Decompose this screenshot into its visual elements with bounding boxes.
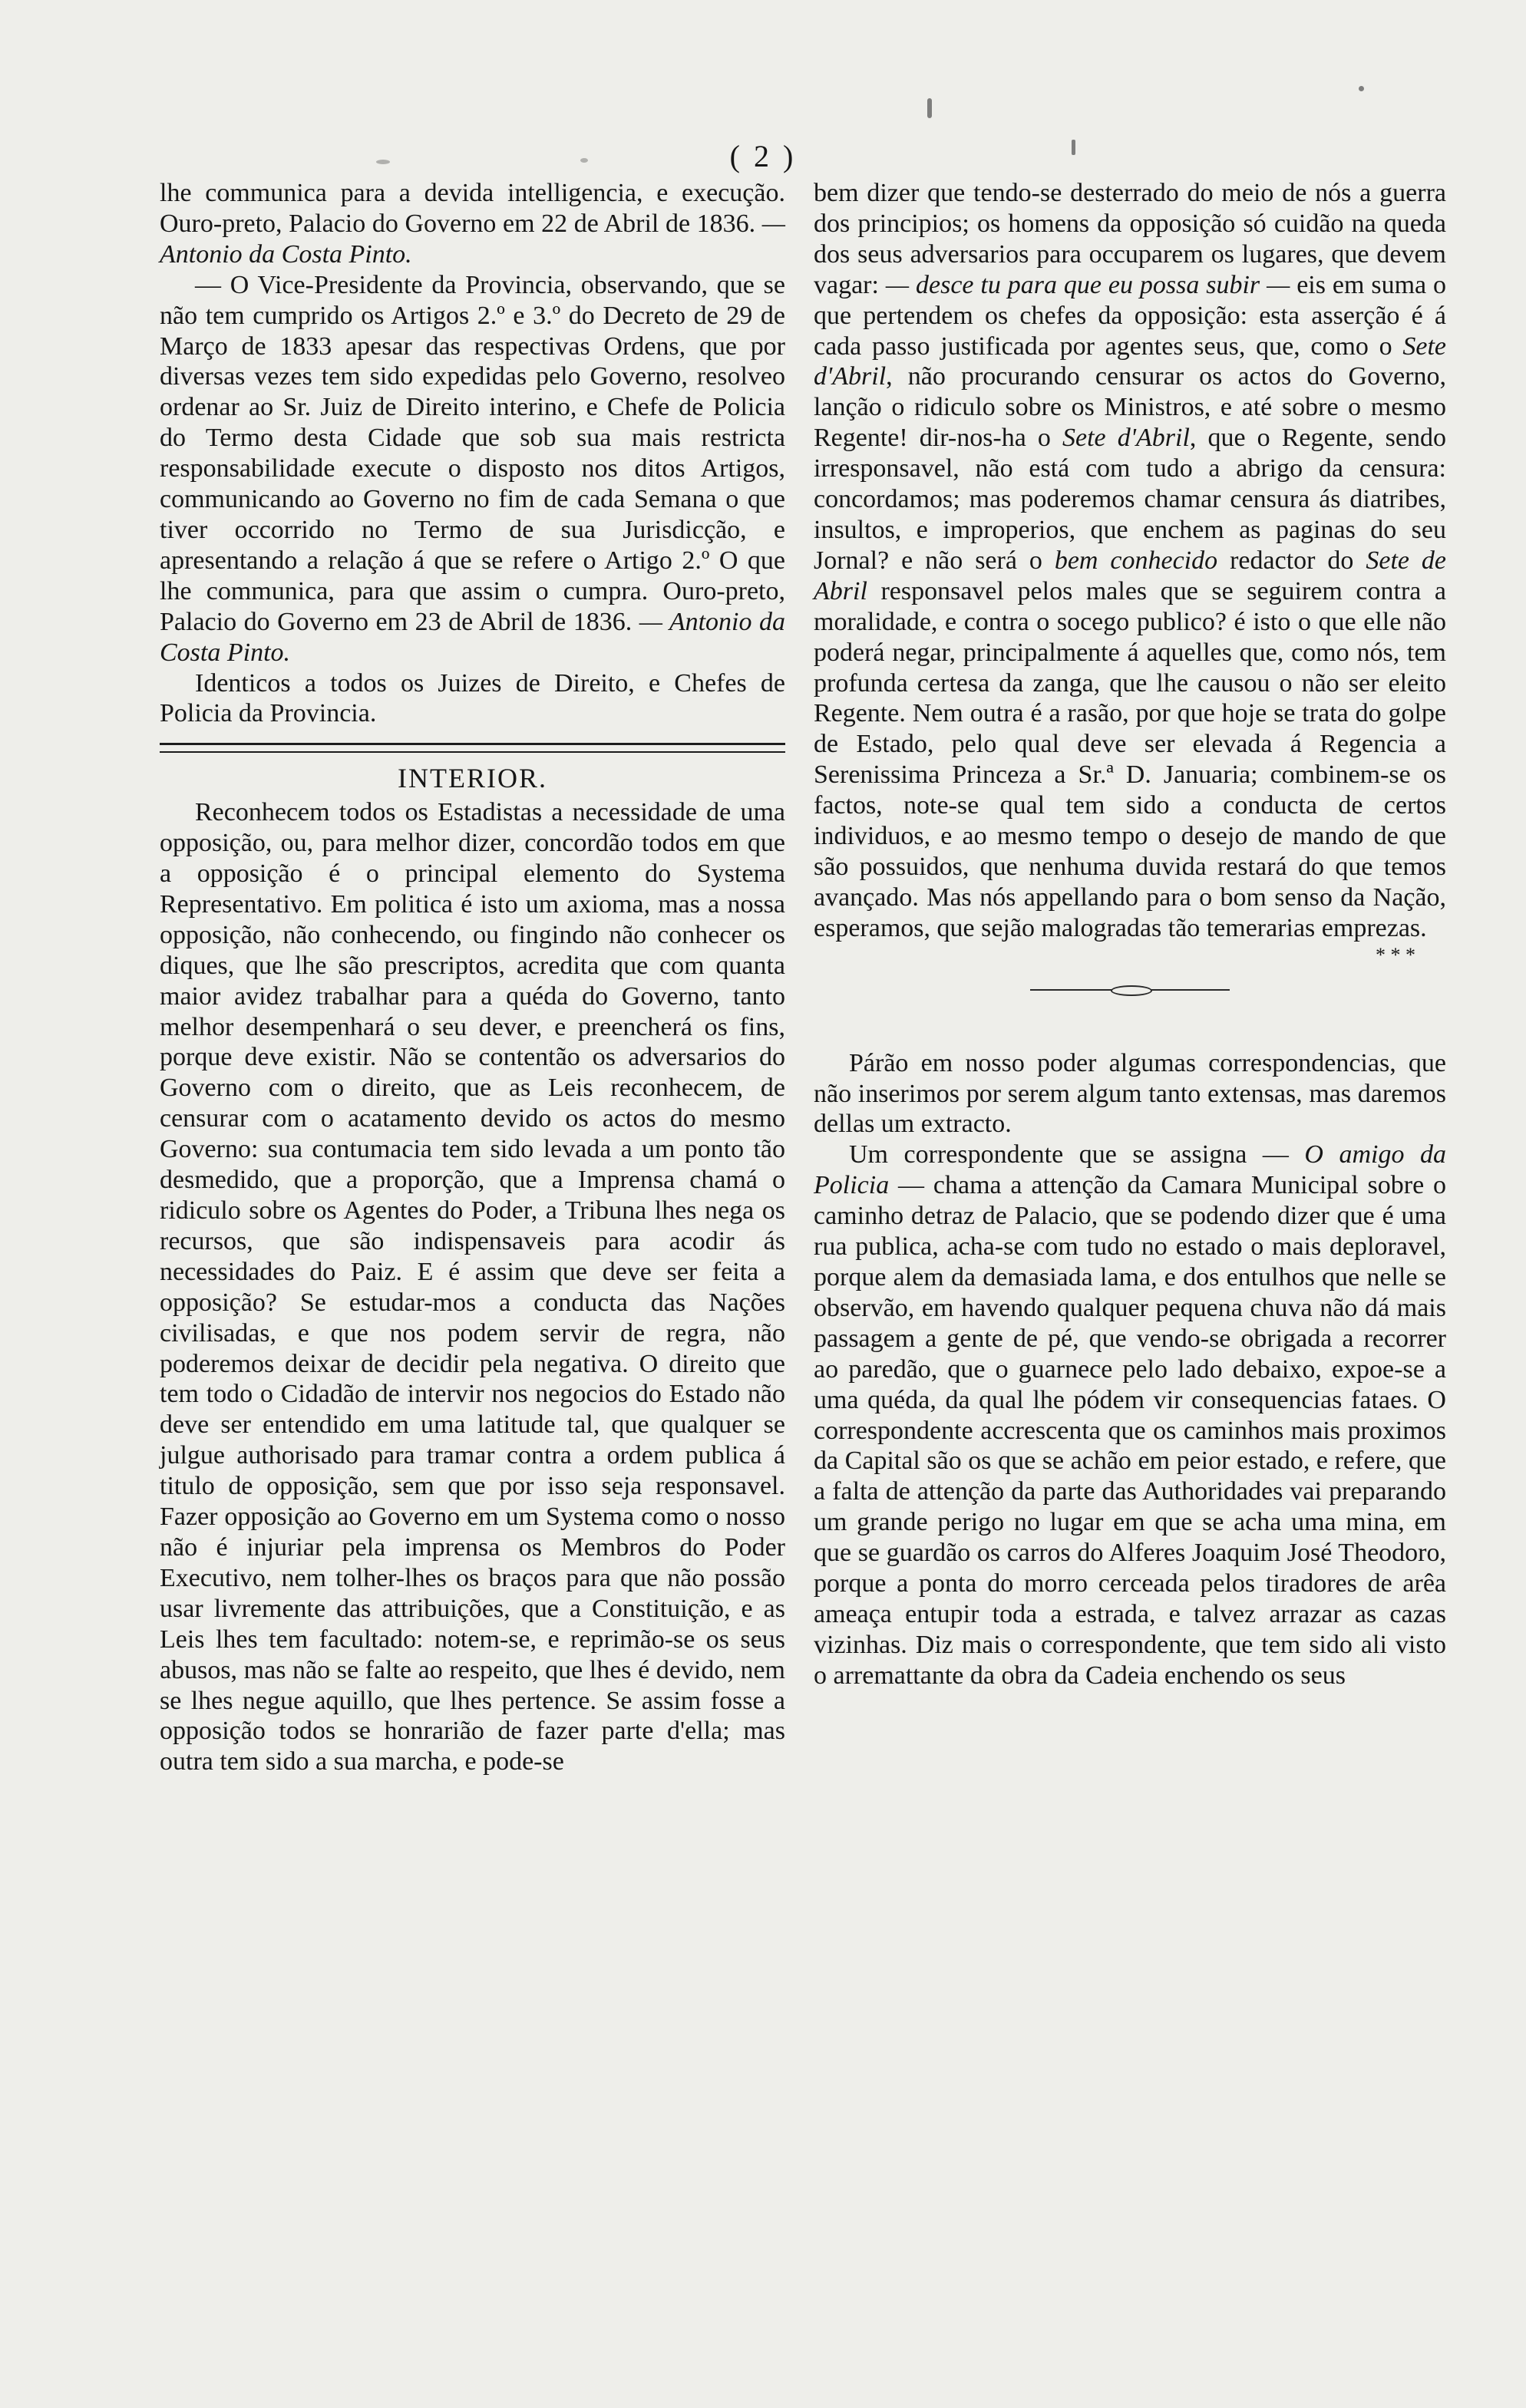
newspaper-name: Sete de Abril xyxy=(814,546,1447,605)
paragraph xyxy=(160,668,785,730)
paragraph-text: , que o Regente, sendo irresponsavel, não está com tudo a abrigo da censura: concordamos; mas poderemos chamar censura ás diatribes, insultos, e improperios, que enchem as paginas do seu Jornal? e não será o xyxy=(814,424,1447,575)
ink-speck xyxy=(1359,86,1364,91)
section-divider xyxy=(160,743,785,753)
paragraph-text: Reconhecem todos os Estadistas a necessidade de uma opposição, ou, para melhor dizer, concordão todos em que a opposição é o principal elemento do Systema Representativo. Em politica é isto um axioma, mas a nossa opposição, não conhecendo, ou fingindo não conhecer os diques, que lhe são prescriptos, acredita que com quanta maior avidez trabalhar para a quéda do Governo, tanto melhor desempenhará o seu dever, e preencherá os fins, porque deve existir. Não se contentão os adversarios do Governo com o direito, que as Leis reconhecem, de censurar com o acatamento devido os actos do mesmo Governo: sua contumacia tem sido levada a um ponto tão desmedido, que a proporção, que a Imprensa chamá o ridiculo sobre os Agentes do Poder, a Tribuna lhes nega os recursos, que são indispensaveis para acodir ás necessidades do Paiz. E é assim que deve ser feita a opposição? Se estudar-mos a conducta das Nações civilisadas, e que nos podem servir de regra, não poderemos deixar de decidir pela negativa. O direito que tem todo o Cidadão de intervir nos negocios do Estado não deve ser entendido em uma latitude tal, que qualquer se julgue authorisado para tramar contra a ordem publica á titulo de opposição, sem que por isso seja responsavel. Fazer opposição ao Governo em um Systema como o nosso não é injuriar pela imprensa os Membros do Poder Executivo, nem tolher-lhes os braços para que não possão usar livremente das attribuições, que a Constituição, e as Leis lhes tem facultado: notem-se, e reprimão-se os seus abusos, mas não se falte ao respeito, que lhes é devido, nem se lhes negue aquillo, que lhes pertence. Se assim fosse a opposição todos se honrarião de fazer parte d'ella; mas outra tem sido a sua marcha, e pode-se xyxy=(160,798,785,1776)
paragraph-text: bem dizer que tendo-se desterrado do meio de nós a guerra dos principios; os homens da opposição só cuidão na queda dos seus adversarios para occuparem os lugares, que devem vagar: xyxy=(814,179,1446,299)
signature: — Antonio da Costa Pinto. xyxy=(160,209,785,269)
paragraph-text: responsavel pelos males que se seguirem contra a moralidade, e contra o socego publico? é isto o que elle não poderá negar, principalmente á aquelles que, como nós, tem profunda certesa da zanga, que lhe causou o não ser eleito Regente. Nem outra é a rasão, por que hoje se trata do golpe de Estado, pelo qual deve ser elevada á Regencia a Serenissima Princeza a Sr.ª D. Januaria; combinem-se os factos, note-se qual tem sido a conducta de certos individuos, e ao mesmo tempo o desejo de mando de que são possuidos, que nenhuma duvida restará do que temos avançado. Mas nós appellando para o bom senso da Nação, esperamos, que sejão malogradas tão temerarias emprezas. xyxy=(814,576,1446,942)
ink-speck xyxy=(927,98,932,118)
left-column xyxy=(160,178,785,1777)
quote: — desce tu para que eu possa subir — xyxy=(885,270,1290,299)
paragraph-text: — O Vice-Presidente da Provincia, observando, que se não tem cumprido os Artigos 2.º e 3.º do Decreto de 29 de Março de 1833 apesar das respectivas Ordens, que por diversas vezes tem sido expedidas pelo Governo, resolveo ordenar ao Sr. Juiz de Direito interino, e Chefe de Policia do Termo desta Cidade que sob sua mais restricta responsabilidade execute o disposto nos ditos Artigos, communicando ao Governo no fim de cada Semana o que tiver occorrido no Termo de sua Jurisdicção, e apresentando a relação á que se refere o Artigo 2.º O que lhe communica, para que assim o cumpra. Ouro-preto, Palacio do Governo em 23 de Abril de 1836. xyxy=(160,270,785,636)
paragraph-text: Um correspondente que se assigna — xyxy=(849,1140,1289,1169)
paragraph-text: eis em suma o que pertendem os chefes da opposição: esta asserção é á cada passo justificada por agentes seus, que, como o xyxy=(814,270,1447,361)
paragraph-text: — chama a attenção da Camara Municipal sobre o caminho detraz de Palacio, que se podendo dizer que é uma rua publica, acha-se com tudo no estado o mais deploravel, porque alem da demasiada lama, e dos entulhos que nelle se observão, em havendo qualquer pequena chuva não dá mais passagem a gente de pé, que vendo-se obrigada a recorrer ao paredão, que o guarnece pelo lado debaixo, expoe-se a uma quéda, da qual lhe pódem vir consequencias fataes. O correspondente accrescenta que os caminhos mais proximos da Capital são os que se achão em peior estado, e refere, que a falta de attenção da parte das Authoridades vai preparando um grande perigo no lugar em que se acha uma mina, em que se guardão os carros do Alferes Joaquim José Theodoro, porque a ponta do morro cerceada pelos tiradores de arêa ameaça entupir toda a estrada, e talvez arrazar as cazas vizinhas. Diz mais o correspondente, que tem sido ali visto o arremattante da obra da Cadeia enchendo os seus xyxy=(814,1171,1446,1690)
paragraph-text: redactor do xyxy=(1230,546,1354,575)
paragraph xyxy=(814,1140,1446,1691)
paragraph xyxy=(160,178,785,270)
emphasis: bem conhecido xyxy=(1054,546,1218,575)
paragraph-text: Identicos a todos os Juizes de Direito, e Chefes de Policia da Provincia. xyxy=(160,668,785,728)
pseudonym: O amigo da Policia xyxy=(814,1140,1446,1200)
paragraph-text: Párão em nosso poder algumas correspondencias, que não inserimos por serem algum tanto extensas, mas daremos dellas um extracto. xyxy=(814,1048,1446,1139)
section-title: INTERIOR. xyxy=(398,763,547,794)
paragraph-text: , não procurando censurar os actos do Governo, lanção o ridiculo sobre os Ministros, e até sobre o mesmo Regente! dir-nos-ha o xyxy=(814,362,1446,453)
paragraph xyxy=(160,270,785,668)
asterisk-signature: * * * xyxy=(1376,943,1415,966)
page-number: ( 2 ) xyxy=(729,139,797,173)
paragraph xyxy=(160,797,785,1777)
paragraph xyxy=(814,1048,1446,1140)
newspaper-name: Sete d'Abril xyxy=(1062,424,1190,453)
paragraph-text: lhe communica para a devida intelligencia, e execução. Ouro-preto, Palacio do Governo em 22 de Abril de 1836. xyxy=(160,179,785,238)
ornament-divider xyxy=(1030,985,1230,995)
signature: — Antonio da Costa Pinto. xyxy=(160,607,786,667)
newspaper-name: Sete d'Abril xyxy=(814,332,1446,391)
right-column xyxy=(814,178,1446,1691)
paragraph xyxy=(814,178,1446,944)
